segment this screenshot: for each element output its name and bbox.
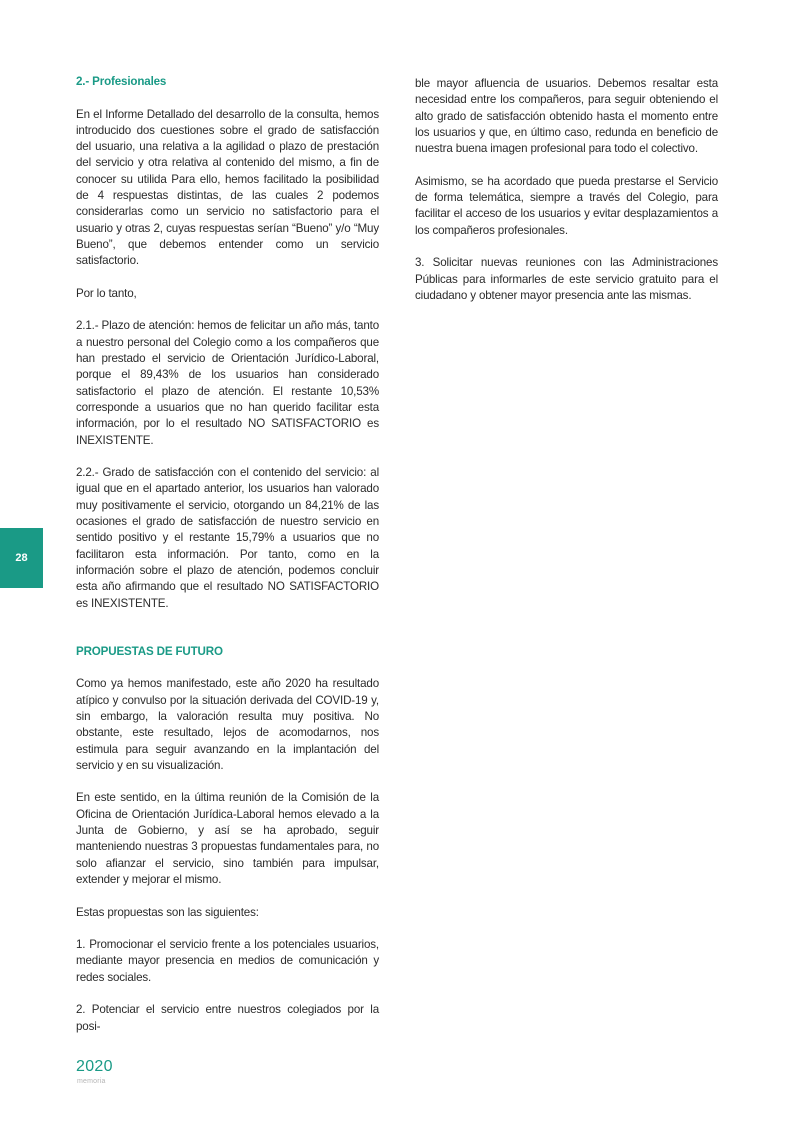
paragraph-por-lo-tanto: Por lo tanto, (76, 286, 137, 300)
paragraph-ano-2020: Como ya hemos manifestado, este año 2020 ha resultado atípico y convulso por la situación derivada del COVID-19 y, sin embargo, la valoración resulta muy positiva. No obstante, este resultado, lejos de acomodarnos, nos estimula para seguir avanzando en la implantación del servicio y en su visualización. (76, 677, 379, 772)
paragraph-propuesta-2: 2. Potenciar el servicio entre nuestros colegiados por la posi- (76, 1003, 379, 1033)
paragraph-comision: En este sentido, en la última reunión de la Comisión de la Oficina de Orientación Jurídica-Laboral hemos elevado a la Junta de Gobierno, y así se ha aprobado, seguir manteniendo nuestras 3 propuestas fundamentales para, no solo afianzar el servicio, sino también para impulsar, extender y mejorar el mismo. (76, 791, 379, 886)
page-number: 28 (15, 552, 28, 564)
paragraph-propuesta-3: 3. Solicitar nuevas reuniones con las Administraciones Públicas para informarles de este servicio gratuito para el ciudadano y obtener mayor presencia ante las mismas. (415, 256, 718, 302)
paragraph-propuestas-intro: Estas propuestas son las siguientes: (76, 905, 259, 919)
paragraph-propuesta-2-cont: ble mayor afluencia de usuarios. Debemos resaltar esta necesidad entre los compañeros, para seguir obteniendo el alto grado de satisfacción obtenido hasta el momento entre los usuarios y que, en último caso, redunda en beneficio de nuestra buena imagen profesional para todo el colectivo. (415, 77, 718, 156)
paragraph-informe: En el Informe Detallado del desarrollo de la consulta, hemos introducido dos cuestiones sobre el grado de satisfacción del usuario, una relativa a la agilidad o plazo de prestación del servicio y otra relativa al contenido del mismo, a fin de conocer su utilida Para ello, hemos facilitado la posibilidad de 4 respuestas distintas, de las cuales 2 podemos considerarlas como un servicio no satisfactorio para el usuario y otras 2, cuyas respuestas serían “Bueno” y/o “Muy Bueno”, que debemos entender como un servicio satisfactorio. (76, 107, 379, 268)
page-number-tab (0, 528, 43, 588)
section-heading-propuestas: PROPUESTAS DE FUTURO (76, 644, 223, 658)
footer-subtitle: memoria (77, 1078, 106, 1085)
paragraph-plazo-atencion: 2.1.- Plazo de atención: hemos de felicitar un año más, tanto a nuestro personal del Colegio como a los compañeros que han prestado el servicio de Orientación Jurídico-Laboral, porque el 89,43% de los usuarios han considerado satisfactorio el plazo de atención. El restante 10,53% corresponde a usuarios que no han querido facilitar esta información, por lo el resultado NO SATISFACTORIO es INEXISTENTE. (76, 319, 379, 447)
paragraph-grado-satisfaccion: 2.2.- Grado de satisfacción con el contenido del servicio: al igual que en el apartado anterior, los usuarios han valorado muy positivamente el servicio, otorgando un 84,21% de las ocasiones el grado de satisfacción de nuestro servicio en sentido positivo y el restante 15,79% a usuarios que no facilitaron esta información. Por tanto, como en la información sobre el plazo de atención, podemos concluir esta año afirmando que el resultado NO SATISFACTORIO es INEXISTENTE. (76, 466, 379, 610)
section-heading-profesionales: 2.- Profesionales (76, 75, 167, 88)
left-column (76, 74, 379, 1051)
footer-year: 2020 (76, 1058, 113, 1075)
right-column (415, 76, 718, 320)
paragraph-telematica: Asimismo, se ha acordado que pueda prestarse el Servicio de forma telemática, siempre a través del Colegio, para facilitar el acceso de los usuarios y evitar desplazamientos a los compañeros profesionales. (415, 174, 718, 237)
paragraph-propuesta-1: 1. Promocionar el servicio frente a los potenciales usuarios, mediante mayor presencia en medios de comunicación y redes sociales. (76, 938, 379, 984)
